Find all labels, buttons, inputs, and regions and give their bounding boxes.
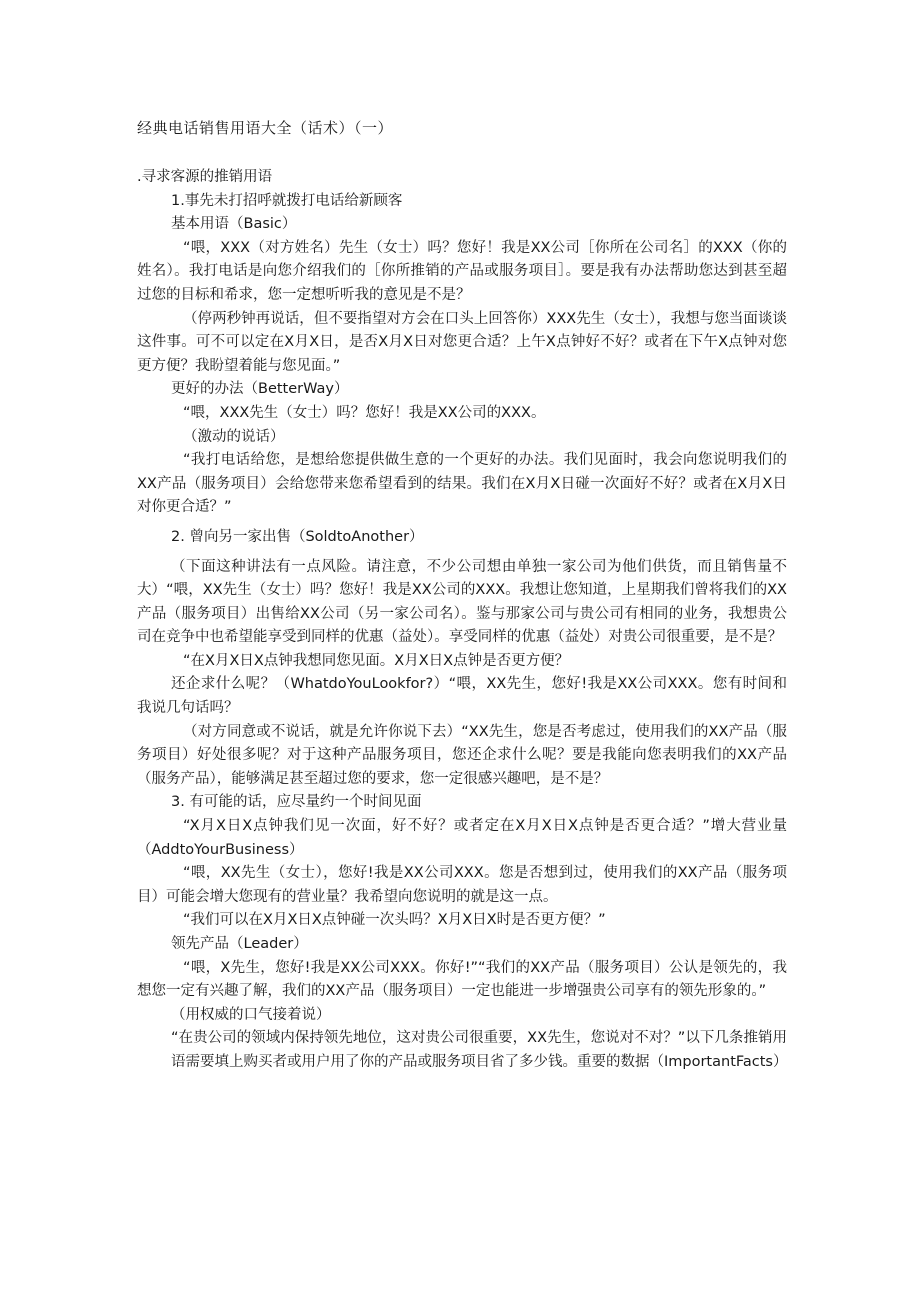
paragraph: “喂，X先生，您好!我是XX公司XXX。你好!”“我们的XX产品（服务项目）公认是领先的，我想您一定有兴趣了解，我们的XX产品（服务项目）一定也能进一步增强贵公司享有的领先形象的。” bbox=[137, 959, 787, 1000]
paragraph: （用权威的口气接着说） bbox=[171, 1006, 331, 1023]
paragraph: “在X月X日X点钟我想同您见面。X月X日X点钟是否更方便？ bbox=[183, 652, 570, 669]
paragraph: “X月X日X点钟我们见一次面，好不好？或者定在X月X日X点钟是否更合适？”增大营业量（AddtoYourBusiness） bbox=[137, 818, 787, 858]
paragraph: “喂，XXX（对方姓名）先生（女士）吗？您好！我是XX公司［你所在公司名］的XXX（你的姓名）。我打电话是向您介绍我们的［你所推销的产品或服务项目］。要是我有办法帮助您达到甚至超过您的目标和希求，您一定想听听我的意见是不是？ bbox=[137, 239, 787, 303]
paragraph: （下面这种讲法有一点风险。请注意，不少公司想由单独一家公司为他们供货，而且销售量不大）“喂，XX先生（女士）吗？您好！我是XX公司的XXX。我想让您知道，上星期我们曾将我们的XX产品（服务项目）出售给XX公司（另一家公司名）。鉴与那家公司与贵公司有相同的业务，我想贵公司在竞争中也希望能享受到同样的优惠（益处）。享受同样的优惠（益处）对贵公司很重要，是不是？ bbox=[137, 558, 787, 646]
paragraph: （对方同意或不说话，就是允许你说下去）“XX先生，您是否考虑过，使用我们的XX产品（服务项目）好处很多呢？对于这种产品服务项目，您还企求什么呢？要是我能向您表明我们的XX产品（服务产品），能够满足甚至超过您的要求，您一定很感兴趣吧，是不是？ bbox=[137, 723, 787, 787]
paragraph: （停两秒钟再说话，但不要指望对方会在口头上回答你）XXX先生（女士），我想与您当面谈谈这件事。可不可以定在X月X日，是否X月X日对您更合适？上午X点钟好不好？或者在下午X点钟对您更方便？我盼望着能与您见面。” bbox=[137, 310, 787, 374]
subsection-heading: 更好的办法（BetterWay） bbox=[171, 381, 349, 398]
subsection-heading: 领先产品（Leader） bbox=[171, 936, 308, 952]
paragraph: “我打电话给您，是想给您提供做生意的一个更好的办法。我们见面时，我会向您说明我们的XX产品（服务项目）会给您带来您希望看到的结果。我们在X月X日碰一次面好不好？或者在X月X日对你更合适？” bbox=[137, 452, 787, 516]
paragraph: “在贵公司的领域内保持领先地位，这对贵公司很重要，XX先生，您说对不对？”以下几条推销用语需要填上购买者或用户用了你的产品或服务项目省了多少钱。重要的数据（ImportantFacts） bbox=[171, 1030, 788, 1070]
subsection-heading: 1.事先未打招呼就拨打电话给新顾客 bbox=[171, 192, 403, 209]
document-title: 经典电话销售用语大全（话术）（一） bbox=[137, 119, 394, 137]
paragraph: 还企求什么呢？（WhatdoYouLookfor?）“喂，XX先生，您好!我是XX公司XXX。您有时间和我说几句话吗？ bbox=[137, 676, 787, 717]
paragraph: “我们可以在X月X日X点钟碰一次头吗？X月X日X时是否更方便？” bbox=[183, 912, 606, 929]
subsection-heading: 基本用语（Basic） bbox=[171, 216, 297, 233]
paragraph: “喂，XXX先生（女士）吗？您好！我是XX公司的XXX。 bbox=[183, 404, 546, 421]
subsection-heading: 3. 有可能的话，应尽量约一个时间见面 bbox=[171, 794, 422, 811]
section-heading: .寻求客源的推销用语 bbox=[137, 169, 273, 185]
paragraph: （激动的说话） bbox=[183, 428, 285, 445]
subsection-heading: 2. 曾向另一家出售（SoldtoAnother） bbox=[171, 528, 424, 545]
document-body bbox=[137, 166, 787, 1075]
paragraph: “喂，XX先生（女士），您好!我是XX公司XXX。您是否想到过，使用我们的XX产品（服务项目）可能会增大您现有的营业量？我希望向您说明的就是这一点。 bbox=[137, 865, 787, 905]
